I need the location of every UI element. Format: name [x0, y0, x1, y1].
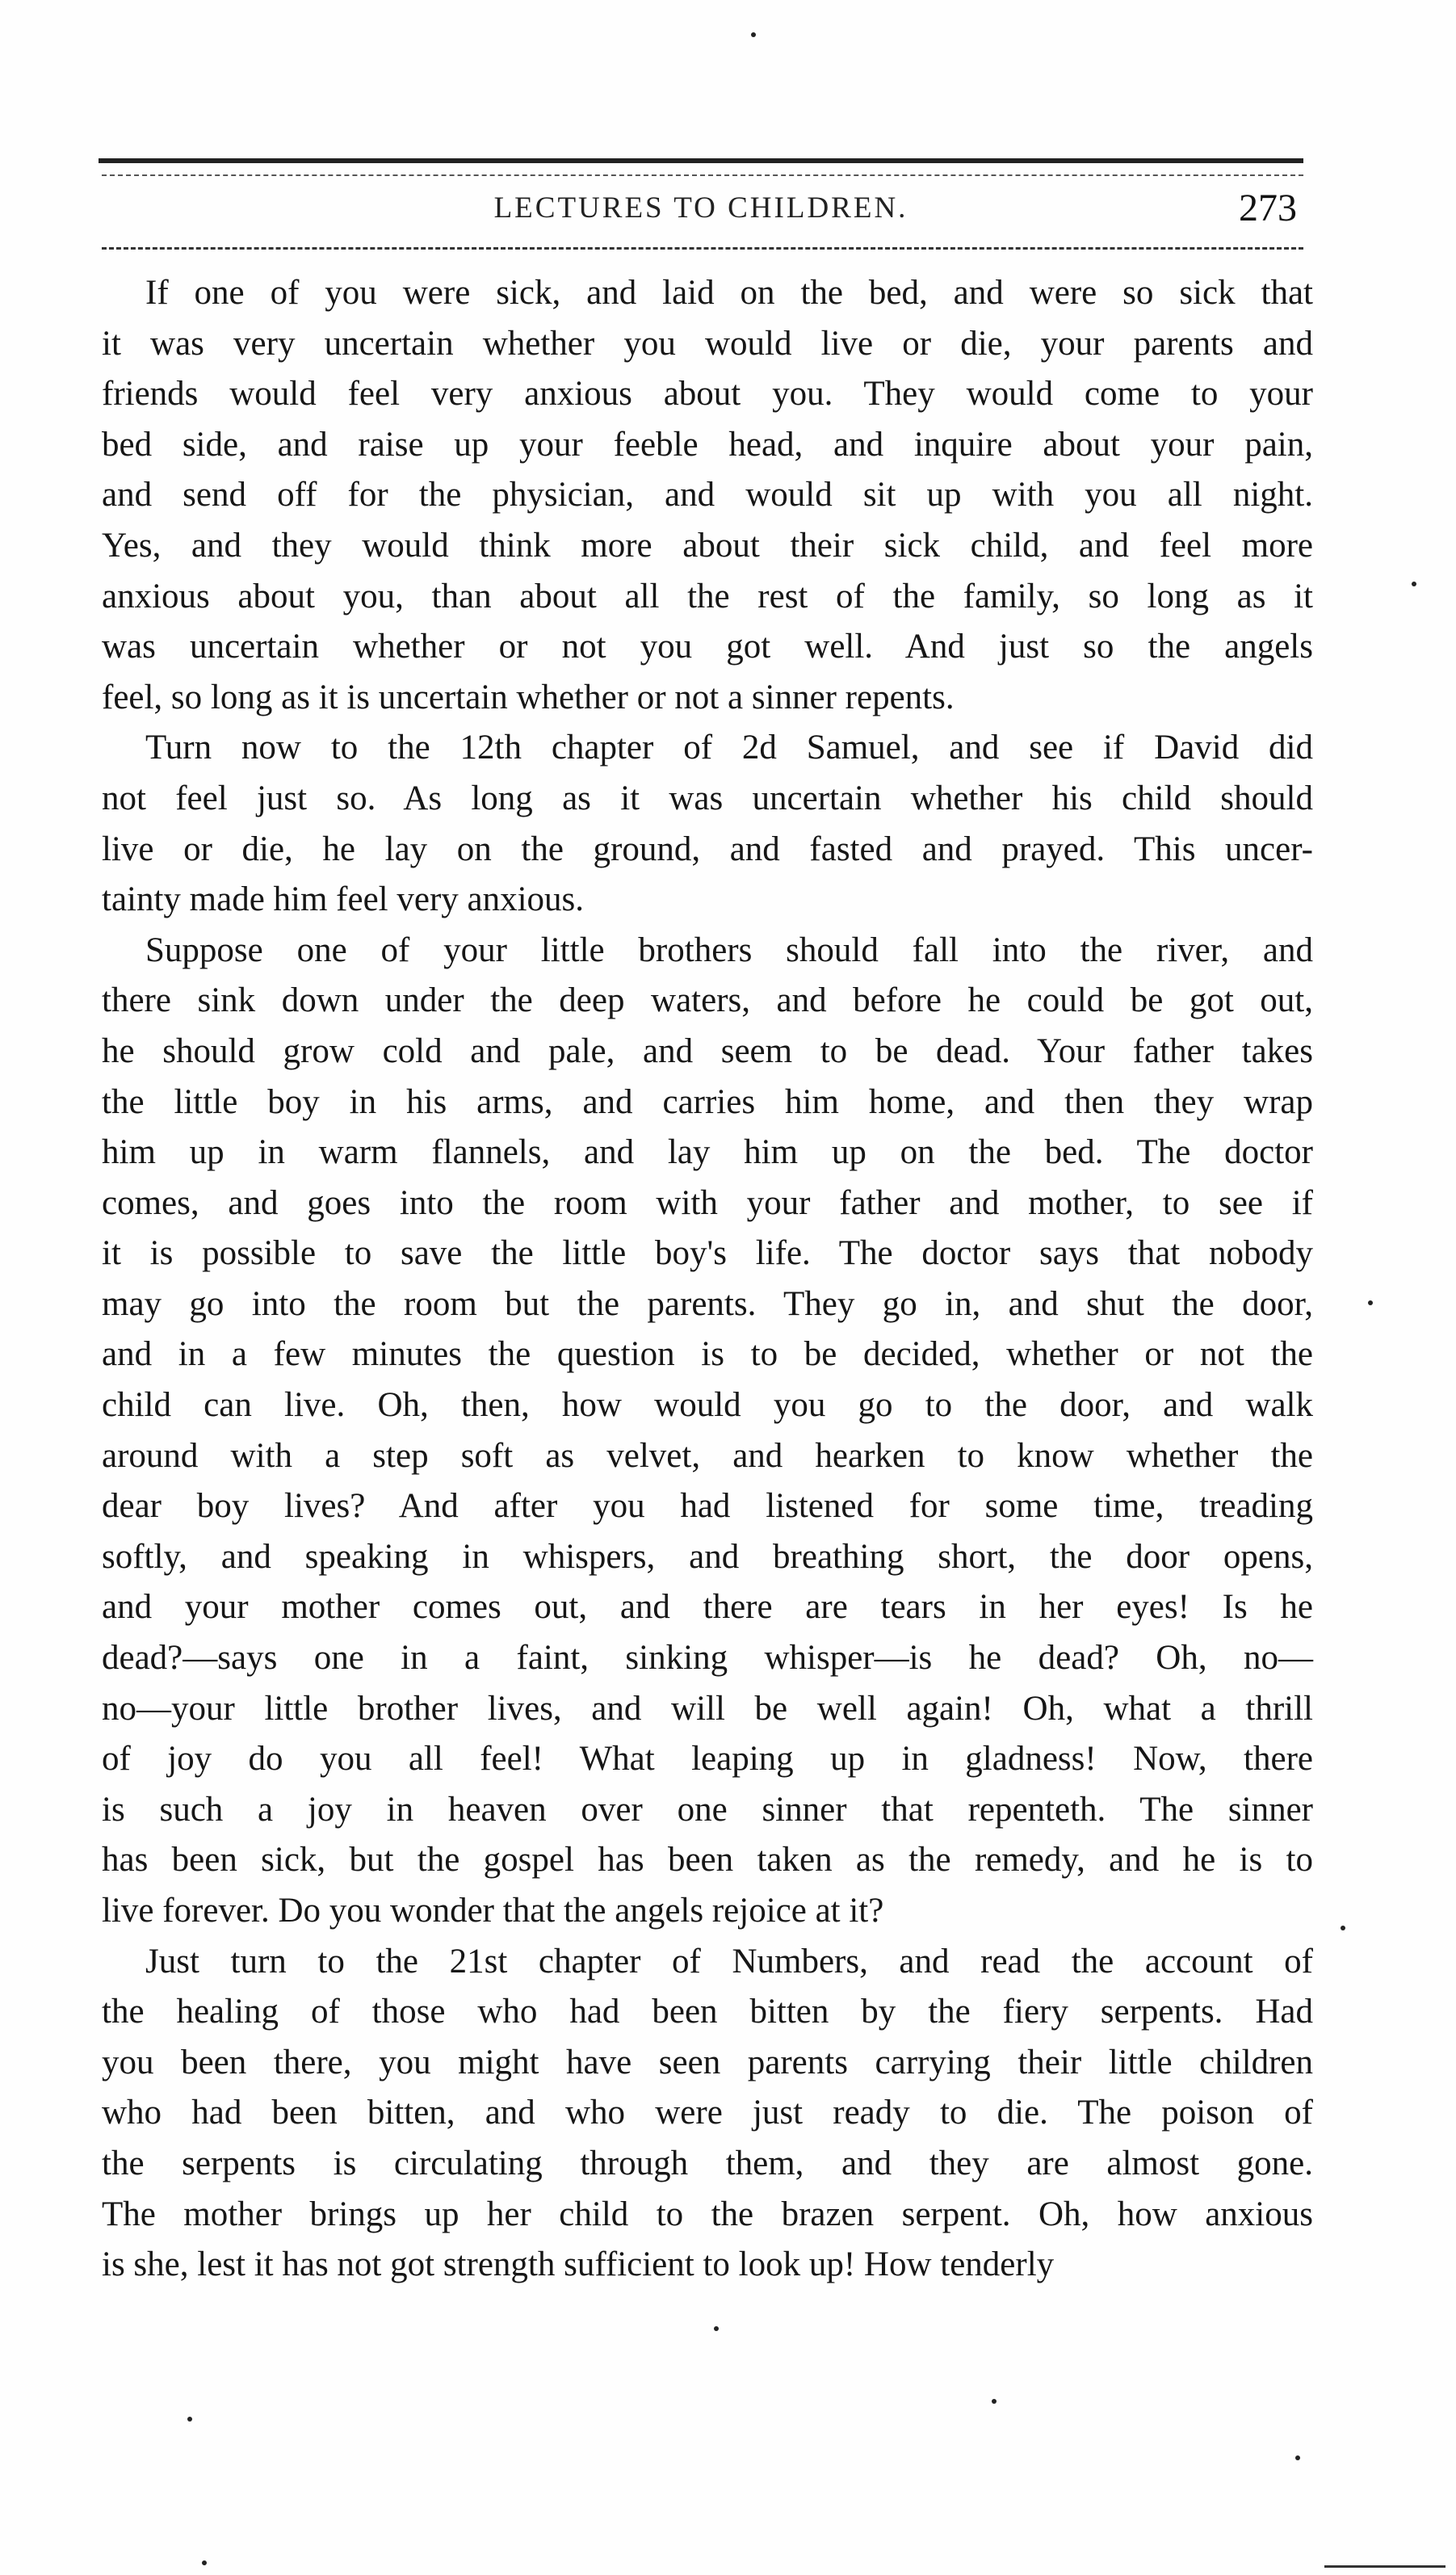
text-line: Suppose one of your little brothers should fall into the river, and [145, 930, 1313, 969]
page-number: 273 [1239, 187, 1297, 229]
text-line: around with a step soft as velvet, and hearken to know whether the [102, 1436, 1313, 1475]
text-line: is such a joy in heaven over one sinner that repenteth. The sinner [102, 1790, 1313, 1829]
text-line: Just turn to the 21st chapter of Numbers, and read the account of [145, 1942, 1313, 1981]
body-text [102, 268, 1313, 2291]
text-line: and in a few minutes the question is to be decided, whether or not the [102, 1335, 1313, 1374]
scan-speck [992, 2399, 997, 2404]
text-line: has been sick, but the gospel has been taken as the remedy, and he is to [102, 1841, 1313, 1880]
text-line: you been there, you might have seen parents carrying their little children [102, 2043, 1313, 2081]
scan-speck [751, 32, 756, 37]
running-title: LECTURES TO CHILDREN. [493, 191, 908, 225]
scan-speck [202, 2560, 207, 2565]
text-line: the little boy in his arms, and carries him home, and then they wrap [102, 1082, 1313, 1121]
text-line: is she, lest it has not got strength sufficient to look up! How tenderly [102, 2245, 1055, 2284]
header-rule-top [99, 158, 1303, 163]
text-line: dead?—says one in a faint, sinking whisper—is he dead? Oh, no— [102, 1639, 1313, 1678]
text-line: he should grow cold and pale, and seem to be dead. Your father takes [102, 1031, 1313, 1070]
text-line: dear boy lives? And after you had listened for some time, treading [102, 1487, 1313, 1526]
running-head [99, 187, 1303, 236]
text-line: the serpents is circulating through them, and they are almost gone. [102, 2144, 1313, 2182]
text-line: feel, so long as it is uncertain whether or not a sinner repents. [102, 678, 955, 716]
text-line: tainty made him feel very anxious. [102, 880, 585, 919]
text-line: comes, and goes into the room with your father and mother, to see if [102, 1183, 1313, 1222]
text-line: Yes, and they would think more about their sick child, and feel more [102, 526, 1313, 565]
text-line: Turn now to the 12th chapter of 2d Samuel, and see if David did [145, 729, 1313, 767]
scan-speck [187, 2417, 192, 2422]
text-line: The mother brings up her child to the brazen serpent. Oh, how anxious [102, 2195, 1313, 2233]
text-line: friends would feel very anxious about you. They would come to your [102, 375, 1313, 414]
text-line: child can live. Oh, then, how would you go to the door, and walk [102, 1386, 1313, 1425]
text-line: live forever. Do you wonder that the angels rejoice at it? [102, 1892, 884, 1930]
text-line: may go into the room but the parents. They go in, and shut the door, [102, 1284, 1313, 1323]
text-line: anxious about you, than about all the rest of the family, so long as it [102, 577, 1313, 615]
text-line: not feel just so. As long as it was uncertain whether his child should [102, 779, 1313, 817]
text-line: there sink down under the deep waters, and before he could be got out, [102, 981, 1313, 1020]
text-line: it was very uncertain whether you would live or die, your parents and [102, 324, 1313, 363]
text-line: of joy do you all feel! What leaping up in gladness! Now, there [102, 1740, 1313, 1779]
text-line: no—your little brother lives, and will be well again! Oh, what a thrill [102, 1689, 1313, 1728]
text-line: bed side, and raise up your feeble head, and inquire about your pain, [102, 425, 1313, 464]
scan-speck [1412, 582, 1416, 586]
scan-speck [1295, 2455, 1300, 2460]
text-line: the healing of those who had been bitten by the fiery serpents. Had [102, 1993, 1313, 2031]
scan-speck [1341, 1926, 1345, 1930]
text-line: it is possible to save the little boy's life. The doctor says that nobody [102, 1234, 1313, 1273]
header-rule-bottom [102, 247, 1303, 250]
text-line: and send off for the physician, and would sit up with you all night. [102, 476, 1313, 515]
text-line: him up in warm flannels, and lay him up on the bed. The doctor [102, 1133, 1313, 1172]
text-line: If one of you were sick, and laid on the bed, and were so sick that [145, 274, 1313, 312]
text-line: live or die, he lay on the ground, and fasted and prayed. This uncer- [102, 830, 1313, 868]
header-rule-secondary [102, 174, 1303, 176]
footer-rule [1324, 2565, 1446, 2568]
scan-speck [714, 2326, 719, 2331]
text-line: softly, and speaking in whispers, and breathing short, the door opens, [102, 1537, 1313, 1576]
text-line: was uncertain whether or not you got well. And just so the angels [102, 628, 1313, 666]
text-line: who had been bitten, and who were just ready to die. The poison of [102, 2094, 1313, 2132]
text-line: and your mother comes out, and there are tears in her eyes! Is he [102, 1588, 1313, 1627]
scan-speck [1368, 1300, 1373, 1305]
